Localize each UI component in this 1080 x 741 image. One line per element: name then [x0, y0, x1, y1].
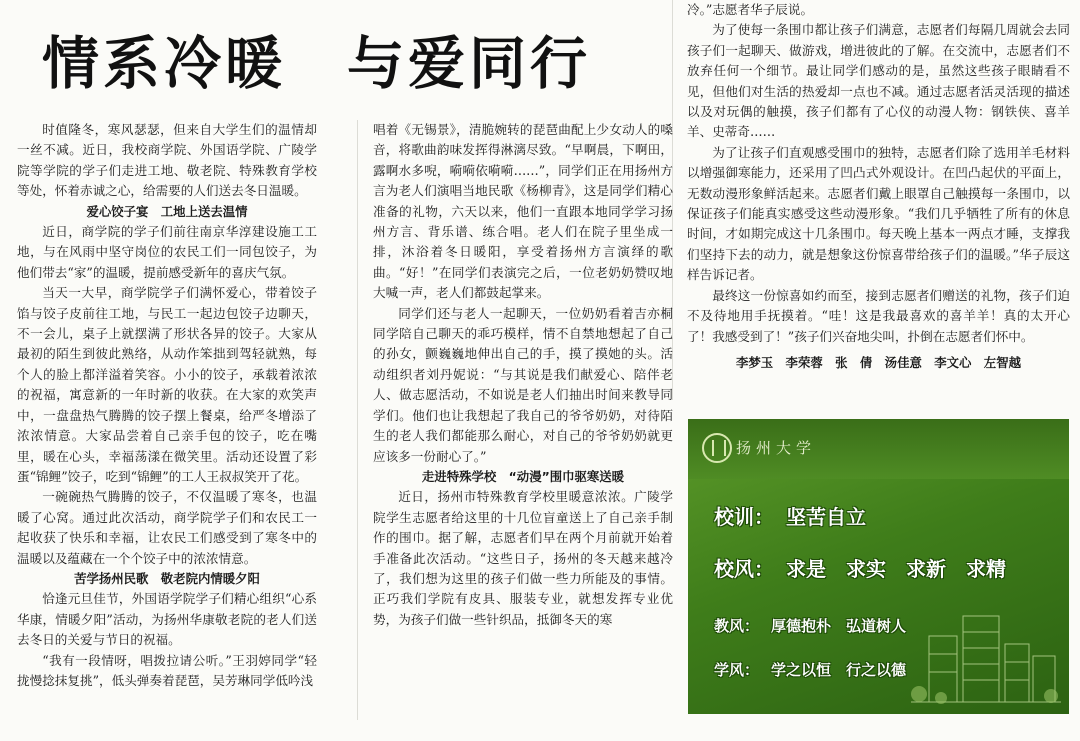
university-banner	[688, 419, 1069, 714]
paragraph: 同学们还与老人一起聊天，一位奶奶看着吉亦桐同学陪自己聊天的乖巧模样，情不自禁地想起了自己的孙女，颤巍巍地伸出自己的手，摸了摸她的头。活动组织者刘丹妮说：“与其说是我们献爱心、陪伴老人、做志愿活动，不如说是老人们抽出时间来教导同学们。他们也让我想起了我自己的爷爷奶奶，对待陌生的老人我们都能那么耐心，对自己的爷爷奶奶就更应该多一份耐心了。”	[373, 305, 673, 464]
subheading: 走进特殊学校 “动漫”围巾驱寒送暖	[421, 468, 625, 484]
paragraph: 冷。”志愿者华子辰说。	[687, 2, 814, 17]
study-style-line	[714, 659, 906, 680]
paragraph: 时值隆冬，寒风瑟瑟，但来自大学生们的温情却一丝不减。近日，我校商学院、外国语学院、广陵学院等学院的学子们走进工地、敬老院、特殊教育学校等处，怀着赤诚之心，给需要的人们送去冬日温暖。	[17, 122, 317, 199]
article-column-3	[687, 0, 1070, 373]
school-style-text: 求是 求实 求新 求精	[786, 557, 1006, 581]
paragraph: 最终这一份惊喜如约而至，接到志愿者们赠送的礼物，孩子们迫不及待地用手抚摸着。“哇！这是我最喜欢的喜羊羊！真的太开心了！我感受到了！”孩子们兴奋地尖叫，扑倒在志愿者们怀中。	[687, 287, 1070, 344]
paragraph: 当天一大早，商学院学子们满怀爱心，带着饺子馅与饺子皮前往工地，与民工一起边包饺子边聊天，不一会儿，桌子上就摆满了形状各异的饺子。大家从最初的陌生到彼此熟络，从动作笨拙到驾轻就熟，每个人的脸上都洋溢着笑容。小小的饺子，承载着浓浓的祝福，寓意新的一年时新的收获。在大家的欢笑声中，一盘盘热气腾腾的饺子摆上餐桌，给严冬增添了浓浓情意。大家品尝着自己亲手包的饺子，吃在嘴里，暖在心头，幸福荡漾在微笑里。活动还设置了彩蛋“锦鲤”饺子，吃到“锦鲤”的工人王叔叔笑开了花。	[17, 285, 317, 484]
teaching-style-line	[714, 615, 906, 636]
article-column-2	[373, 120, 673, 630]
article-column-1	[17, 120, 317, 691]
motto-line	[714, 501, 866, 530]
paragraph: 一碗碗热气腾腾的饺子，不仅温暖了寒冬，也温暖了心窝。通过此次活动，商学院学子们和农民工一起收获了快乐和幸福，让农民工们感受到了寒冬中的温暖以及蕴藏在一个个饺子中的浓浓情意。	[17, 489, 317, 566]
paragraph: “我有一段情呀，唱拨拉请公听。”王羽婷同学“轻拢慢捻抹复挑”，低头弹奏着琵琶，吴芳琳同学低吟浅	[17, 652, 317, 688]
motto-text: 坚苦自立	[786, 505, 866, 529]
teaching-style-text: 厚德抱朴 弘道树人	[771, 617, 907, 635]
motto-label: 校训：	[714, 505, 774, 529]
teaching-style-label: 教风：	[714, 617, 760, 635]
campus-buildings-illustration	[911, 596, 1061, 706]
university-name: 扬州大学	[736, 439, 817, 457]
paragraph: 为了使每一条围巾都让孩子们满意，志愿者们每隔几周就会去同孩子们一起聊天、做游戏，增进彼此的了解。在交流中，志愿者们不放弃任何一个细节。最让同学们感动的是，虽然这些孩子眼睛看不见，但他们对生活的热爱却一点也不减。通过志愿者活灵活现的描述以及对玩偶的触摸，孩子们都有了心仪的动漫人物：钢铁侠、喜羊羊、史蒂奇……	[687, 22, 1070, 140]
paragraph: 为了让孩子们直观感受围巾的独特，志愿者们除了选用羊毛材料以增强御寒能力，还采用了凹凸式外观设计。在凹凸起伏的平面上，无数动漫形象鲜活起来。志愿者们戴上眼罩自己触摸每一条围巾，以保证孩子们能真实感受这些动漫形象。“我们几乎牺牲了所有的休息时间，才如期完成这十几条围巾。每天晚上基本一两点才睡，支撑我们坚持下去的动力，就是想象这份惊喜带给孩子们的温暖。”华子辰这样告诉记者。	[687, 144, 1070, 283]
column-divider	[357, 120, 358, 720]
paragraph: 近日，扬州市特殊教育学校里暖意浓浓。广陵学院学生志愿者给这里的十几位盲童送上了自己亲手制作的围巾。据了解，志愿者们早在两个月前就开始着手准备此次活动。“这些日子，扬州的冬天越来越冷了，我们想为这里的孩子们做一些力所能及的事情。正巧我们学院有皮具、服装专业，就想发挥专业优势，为孩子们做一些针织品，抵御冬天的寒	[373, 489, 673, 627]
school-style-label: 校风：	[714, 557, 774, 581]
university-logo-icon	[702, 433, 732, 463]
paragraph: 近日，商学院的学子们前往南京华淳建设施工工地，与在风雨中坚守岗位的农民工们一同包饺子，为他们带去“家”的温暖，提前感受新年的喜庆气氛。	[17, 224, 317, 280]
subheading: 爱心饺子宴 工地上送去温情	[86, 203, 248, 219]
study-style-label: 学风：	[714, 661, 760, 679]
author-byline: 李梦玉 李荣蓉 张 倩 汤佳意 李文心 左智越	[736, 354, 1021, 370]
paragraph: 唱着《无锡景》，清脆婉转的琵琶曲配上少女动人的嗓音，将歌曲韵味发挥得淋漓尽致。“早啊晨，下啊田，露啊水多唲，嗬嗬依嗬嗬……”，同学们正在用扬州方言为老人们演唱当地民歌《杨柳青》，这是同学们精心准备的礼物，六天以来，他们一直跟本地同学学习扬州方言、背乐谱、练合唱。老人们在院子里坐成一排，沐浴着冬日暖阳，享受着扬州方言演绎的歌曲。“好！”在同学们表演完之后，一位老奶奶赞叹地大喊一声，老人们都鼓起掌来。	[373, 122, 673, 301]
page-headline: 情系冷暖 与爱同行	[42, 31, 591, 97]
paragraph: 恰逢元旦佳节，外国语学院学子们精心组织“心系华康，情暖夕阳”活动，为扬州华康敬老院的老人们送去冬日的关爱与节日的祝福。	[17, 591, 317, 648]
school-style-line	[714, 553, 1006, 582]
study-style-text: 学之以恒 行之以德	[771, 661, 907, 679]
subheading: 苦学扬州民歌 敬老院内情暖夕阳	[74, 570, 260, 586]
